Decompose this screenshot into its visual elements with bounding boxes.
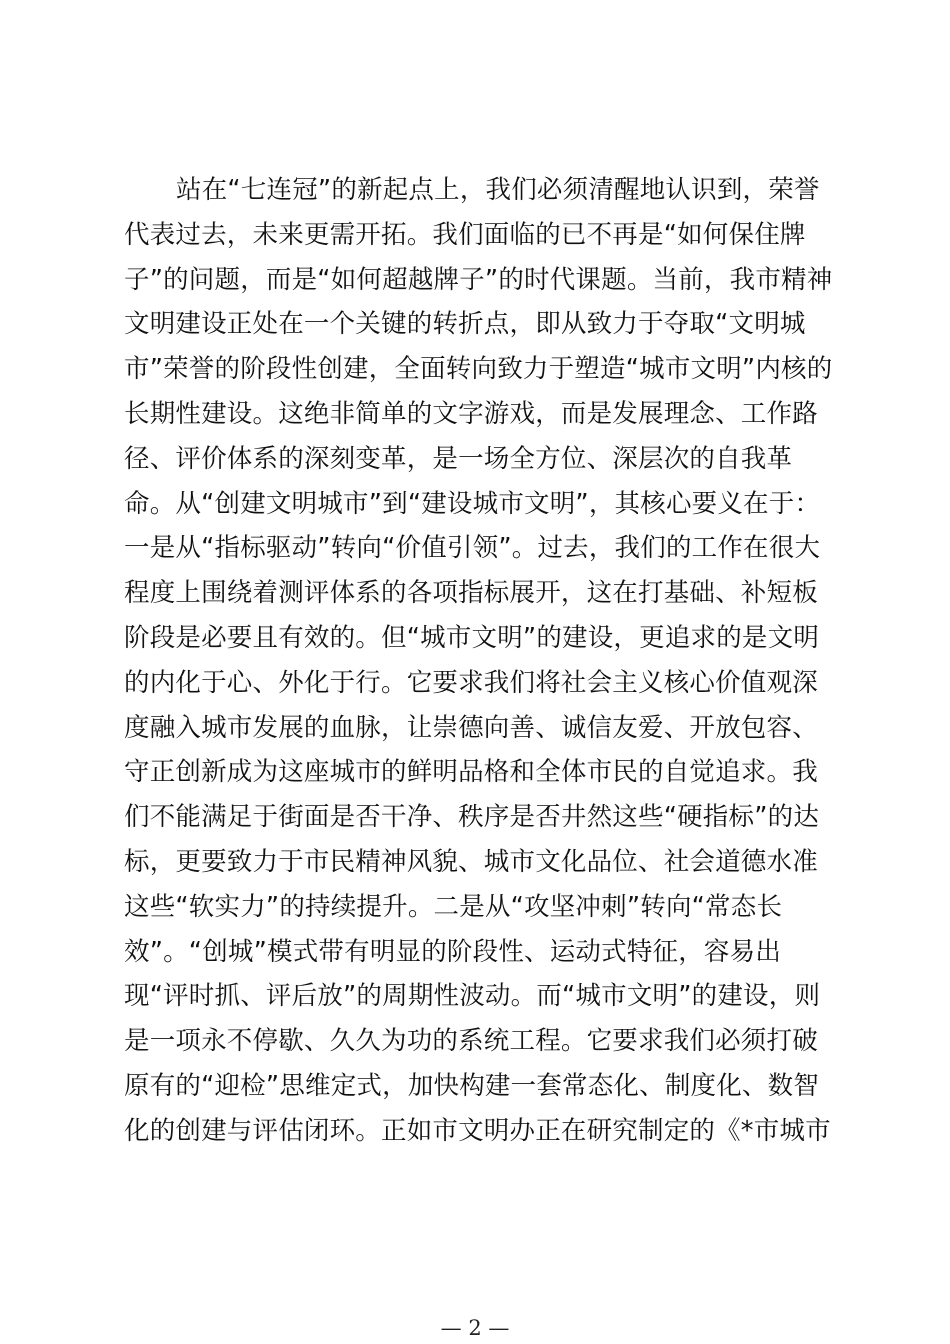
text-line: 子”的问题，而是“如何超越牌子”的时代课题。当前，我市精神	[124, 264, 833, 295]
text-line: 市”荣誉的阶段性创建，全面转向致力于塑造“城市文明”内核的	[124, 354, 833, 385]
text-line: 站在“七连冠”的新起点上，我们必须清醒地认识到，荣誉	[176, 175, 820, 205]
text-line: 命。从“创建文明城市”到“建设城市文明”，其核心要义在于：	[124, 488, 821, 519]
text-line: 阶段是必要且有效的。但“城市文明”的建设，更追求的是文明	[124, 622, 820, 653]
text-line: 一是从“指标驱动”转向“价值引领”。过去，我们的工作在很大	[124, 533, 821, 564]
text-line: 标，更要致力于市民精神风貌、城市文化品位、社会道德水准	[124, 846, 818, 877]
text-line: 这些“软实力”的持续提升。二是从“攻坚冲刺”转向“常态长	[124, 891, 783, 922]
text-line: 程度上围绕着测评体系的各项指标展开，这在打基础、补短板	[124, 578, 818, 609]
text-line: 守正创新成为这座城市的鲜明品格和全体市民的自觉追求。我	[124, 757, 818, 788]
text-line: 长期性建设。这绝非简单的文字游戏，而是发展理念、工作路	[124, 398, 818, 429]
text-line: 代表过去，未来更需开拓。我们面临的已不再是“如何保住牌	[124, 219, 806, 250]
text-line: 们不能满足于街面是否干净、秩序是否井然这些“硬指标”的达	[124, 802, 820, 833]
text-line: 径、评价体系的深刻变革，是一场全方位、深层次的自我革	[124, 443, 793, 474]
text-line: 的内化于心、外化于行。它要求我们将社会主义核心价值观深	[124, 667, 818, 698]
page-number: — 2 —	[440, 1316, 510, 1340]
body-paragraph	[124, 168, 834, 1154]
text-line: 效”。“创城”模式带有明显的阶段性、运动式特征，容易出	[124, 936, 782, 967]
text-line: 度融入城市发展的血脉，让崇德向善、诚信友爱、开放包容、	[124, 712, 818, 743]
text-line: 化的创建与评估闭环。正如市文明办正在研究制定的《*市城市	[124, 1115, 831, 1146]
text-line: 原有的“迎检”思维定式，加快构建一套常态化、制度化、数智	[124, 1070, 820, 1101]
text-line: 文明建设正处在一个关键的转折点，即从致力于夺取“文明城	[124, 309, 806, 340]
text-line: 现“评时抓、评后放”的周期性波动。而“城市文明”的建设，则	[124, 981, 821, 1012]
text-line: 是一项永不停歇、久久为功的系统工程。它要求我们必须打破	[124, 1026, 818, 1057]
